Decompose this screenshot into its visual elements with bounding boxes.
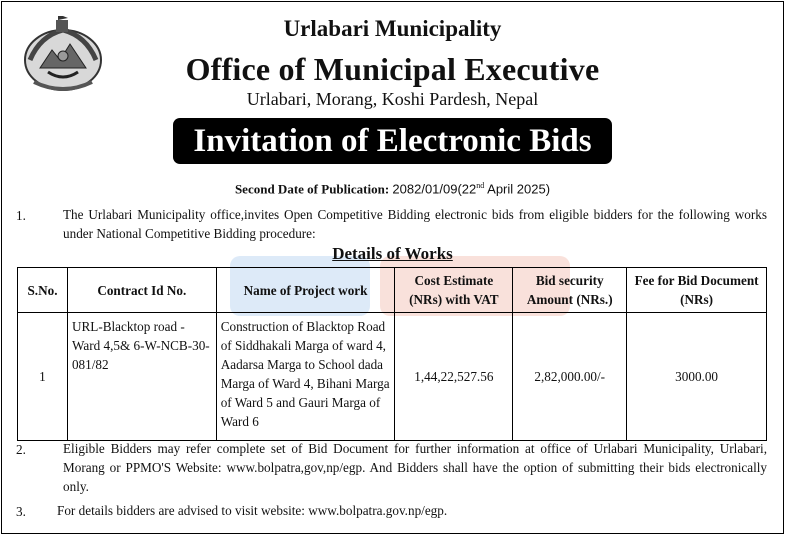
publication-date-ad: April 2025) xyxy=(484,181,551,197)
cell-fee: 3000.00 xyxy=(627,313,767,441)
para-2-number: 2. xyxy=(16,442,26,457)
publication-label: Second Date of Publication: xyxy=(234,181,390,197)
cell-bid-security: 2,82,000.00/- xyxy=(513,313,627,441)
publication-date-suffix: nd xyxy=(476,181,485,190)
notice-page xyxy=(1,1,784,534)
details-of-works-heading: Details of Works xyxy=(332,244,453,263)
table-header-row xyxy=(18,268,767,313)
cell-project-name: Construction of Blacktop Road of Siddhakali Marga of ward 4, Aadarsa Marga to School dada Marga of Ward 4, Bihani Marga of Ward 5 and Gauri Marga of Ward 6 xyxy=(216,313,395,441)
table-row xyxy=(18,313,767,441)
municipality-name: Urlabari Municipality xyxy=(283,16,502,41)
cell-cost-estimate: 1,44,22,527.56 xyxy=(395,313,513,441)
header-project-name: Name of Project work xyxy=(216,268,395,313)
cell-contract-id: URL-Blacktop road - Ward 4,5& 6-W-NCB-30-081/82 xyxy=(67,313,216,441)
para-3-text: For details bidders are advised to visit website: www.bolpatra.gov.np/egp. xyxy=(57,503,448,518)
works-table xyxy=(17,267,767,441)
cell-sno: 1 xyxy=(18,313,68,441)
office-name: Office of Municipal Executive xyxy=(185,51,600,87)
publication-date-bs: 2082/01/09(22 xyxy=(392,181,477,197)
para-3-number: 3. xyxy=(16,504,26,519)
header-contract-id: Contract Id No. xyxy=(67,268,216,313)
publication-date xyxy=(2,181,783,197)
header-cost-estimate: Cost Estimate (NRs) with VAT xyxy=(395,268,513,313)
para-1-text: The Urlabari Municipality office,invites Open Competitive Bidding electronic bids from eligible bidders for the following works under National Competitive Bidding procedure: xyxy=(63,207,767,241)
para-1-number: 1. xyxy=(16,208,26,223)
notice-title-banner: Invitation of Electronic Bids xyxy=(173,118,612,164)
header-fee: Fee for Bid Document (NRs) xyxy=(627,268,767,313)
office-address: Urlabari, Morang, Koshi Pardesh, Nepal xyxy=(246,89,539,109)
header-sno: S.No. xyxy=(18,268,68,313)
header-bid-security: Bid security Amount (NRs.) xyxy=(513,268,627,313)
para-2-text: Eligible Bidders may refer complete set of Bid Document for further information at office of Urlabari Municipality, Urlabari, Morang or PPMO'S Website: www.bolpatra,gov,np/egp. And Bidders shall have the option of submitting their bids electronically only. xyxy=(63,441,767,494)
